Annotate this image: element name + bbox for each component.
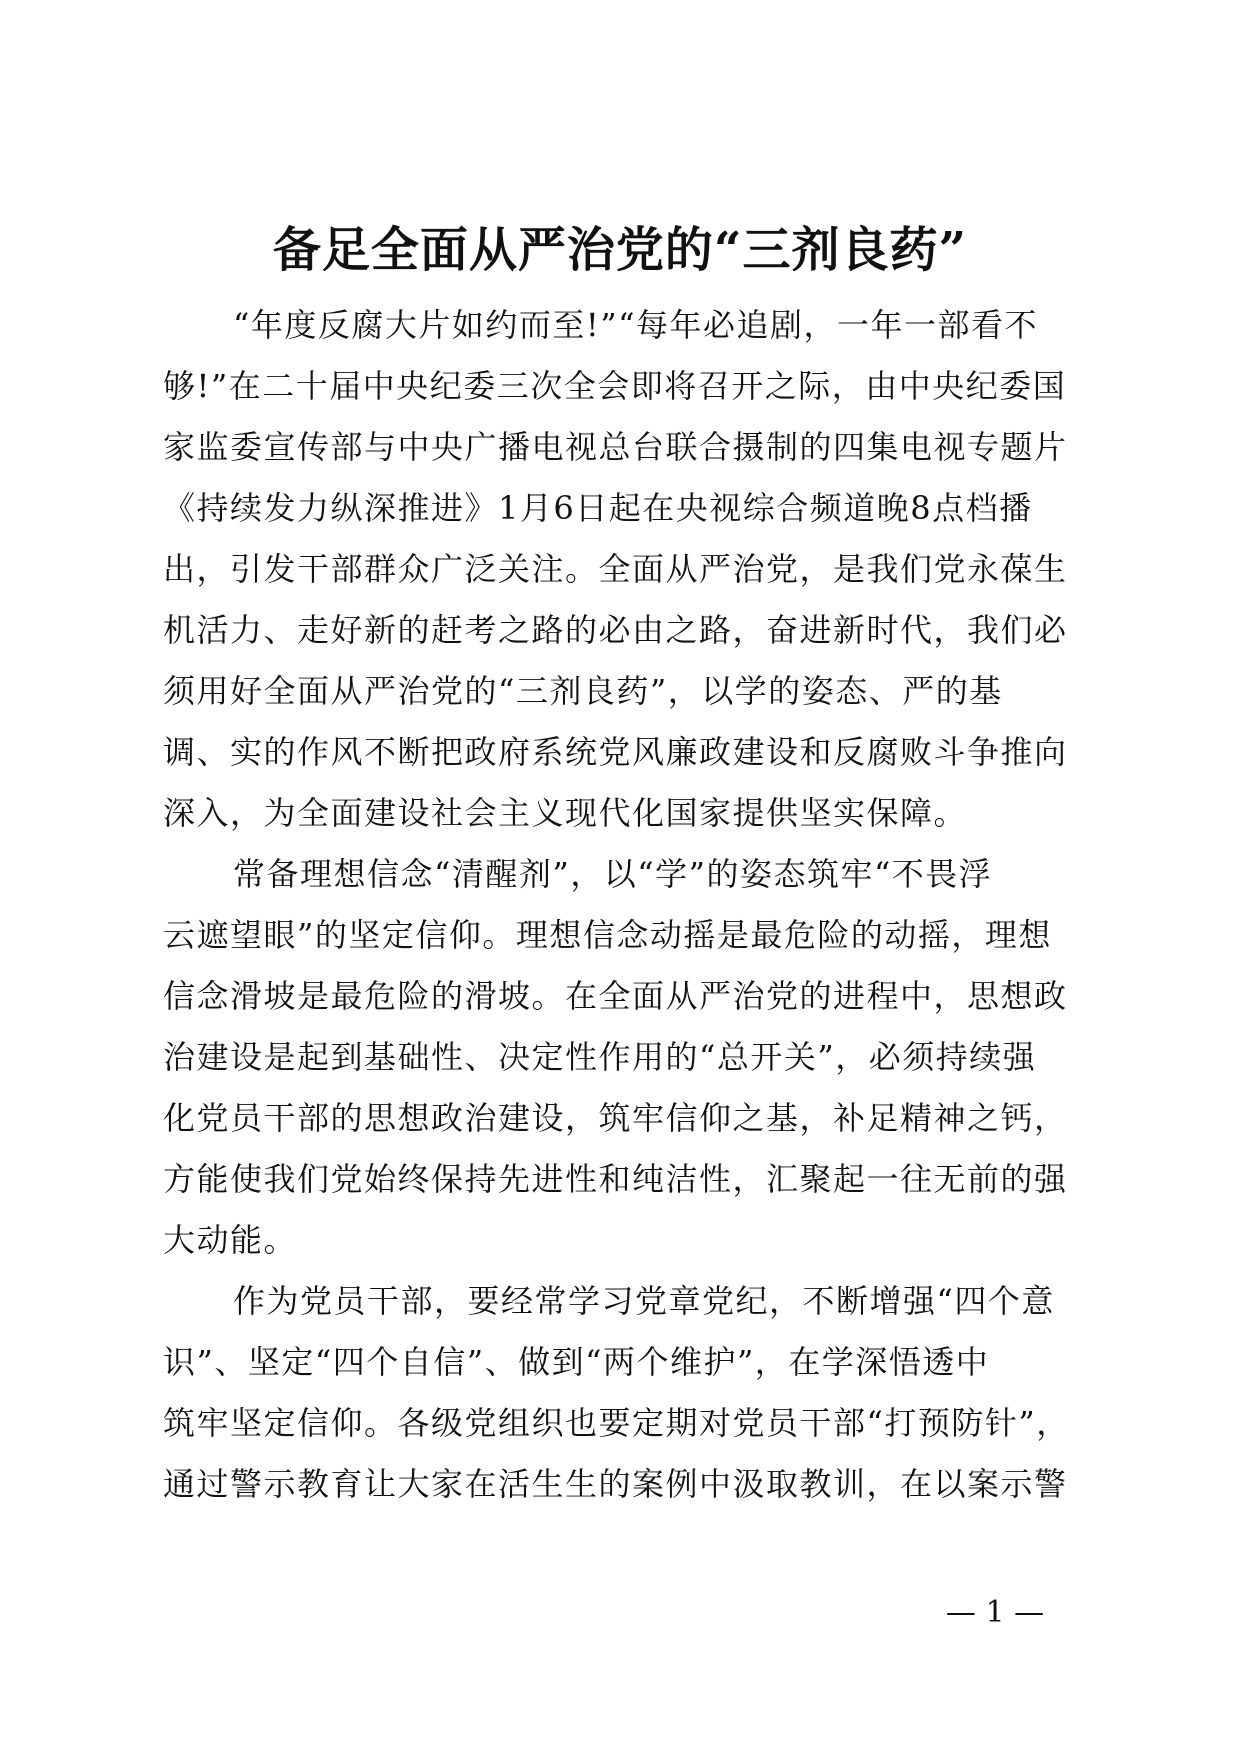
text-line: 调、实的作风不断把政府系统党风廉政建设和反腐败斗争推向 xyxy=(163,733,1068,771)
text-line: 够!”在二十届中央纪委三次全会即将召开之际，由中央纪委国 xyxy=(163,367,1067,405)
text-line: 机活力、走好新的赶考之路的必由之路，奋进新时代，我们必 xyxy=(163,611,1068,649)
text-line: 深入，为全面建设社会主义现代化国家提供坚实保障。 xyxy=(163,794,968,832)
text-line: 通过警示教育让大家在活生生的案例中汲取教训，在以案示警 xyxy=(163,1465,1068,1503)
paragraph-cadres xyxy=(163,1271,1083,1515)
text-line: 方能使我们党始终保持先进性和纯洁性，汇聚起一往无前的强 xyxy=(163,1160,1068,1198)
text-line: 出，引发干部群众广泛关注。全面从严治党，是我们党永葆生 xyxy=(163,550,1068,588)
text-line: “年度反腐大片如约而至!”“每年必追剧，一年一部看不 xyxy=(233,306,1038,344)
text-line: 大动能。 xyxy=(163,1221,298,1259)
paragraph-ideals xyxy=(163,844,1083,1271)
page-number: — 1 — xyxy=(945,1595,1045,1630)
text-line: 常备理想信念“清醒剂”，以“学”的姿态筑牢“不畏浮 xyxy=(233,855,993,893)
text-line: 家监委宣传部与中央广播电视总台联合摄制的四集电视专题片 xyxy=(163,428,1068,466)
paragraph-intro xyxy=(163,295,1083,844)
text-line: 化党员干部的思想政治建设，筑牢信仰之基，补足精神之钙， xyxy=(163,1099,1068,1137)
document-body xyxy=(163,295,1083,1515)
text-line: 须用好全面从严治党的“三剂良药”，以学的姿态、严的基 xyxy=(163,672,1003,710)
text-line: 《持续发力纵深推进》1月6日起在央视综合频道晚8点档播 xyxy=(163,489,1033,527)
text-line: 云遮望眼”的坚定信仰。理想信念动摇是最危险的动摇，理想 xyxy=(163,916,1052,954)
text-line: 识”、坚定“四个自信”、做到“两个维护”，在学深悟透中 xyxy=(163,1343,990,1381)
text-line: 信念滑坡是最危险的滑坡。在全面从严治党的进程中，思想政 xyxy=(163,977,1068,1015)
text-line: 作为党员干部，要经常学习党章党纪，不断增强“四个意 xyxy=(233,1282,1055,1320)
document-title: 备足全面从严治党的“三剂良药” xyxy=(272,222,968,278)
text-line: 治建设是起到基础性、决定性作用的“总开关”，必须持续强 xyxy=(163,1038,1037,1076)
text-line: 筑牢坚定信仰。各级党组织也要定期对党员干部“打预防针”， xyxy=(163,1404,1070,1442)
